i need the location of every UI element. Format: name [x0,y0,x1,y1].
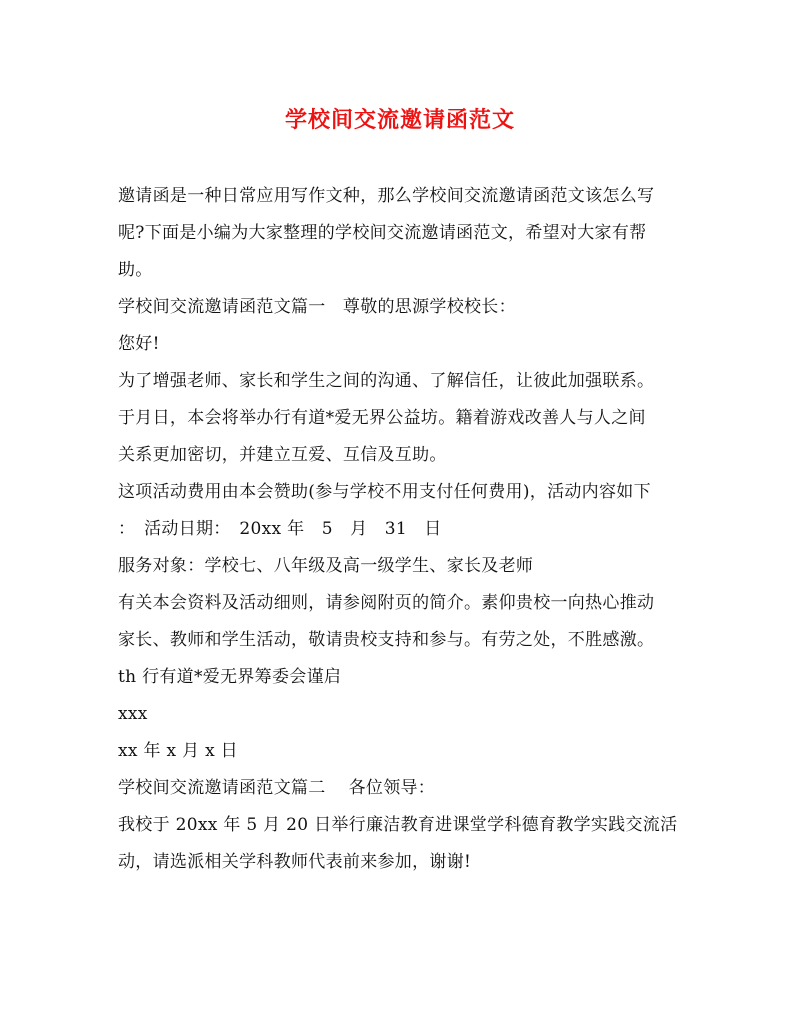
section-heading-line: 学校间交流邀请函范文篇一 尊敬的思源学校校长： [118,297,516,317]
date-line: xx 年 x 月 x 日 [118,741,238,761]
activity-date-line: ： 活动日期： 20xx 年 5 月 31 日 [118,519,442,539]
paragraph-line: 家长、教师和学生活动，敬请贵校支持和参与。有劳之处，不胜感激。 [118,630,655,650]
signature-line: th 行有道*爱无界筹委会谨启 [118,667,342,687]
paragraph-line: 邀请函是一种日常应用写作文种，那么学校间交流邀请函范文该怎么写 [118,186,655,206]
paragraph-line: 助。 [118,260,153,280]
paragraph-line: 我校于 20xx 年 5 月 20 日举行廉洁教育进课堂学科德育教学实践交流活 [118,815,678,835]
paragraph-line: 这项活动费用由本会赞助(参与学校不用支付任何费用)，活动内容如下 [118,482,651,502]
service-target-line: 服务对象：学校七、八年级及高一级学生、家长及老师 [118,556,534,576]
document-title: 学校间交流邀请函范文 [284,107,515,133]
document-body [118,178,698,881]
paragraph-line: 为了增强老师、家长和学生之间的沟通、了解信任，让彼此加强联系。 [118,371,655,391]
greeting-line: 您好! [118,334,160,354]
section-heading-line: 学校间交流邀请函范文篇二 各位领导： [118,778,436,798]
paragraph-line: 关系更加密切，并建立互爱、互信及互助。 [118,445,447,465]
signer-line: xxx [118,704,148,724]
paragraph-line: 动，请选派相关学科教师代表前来参加，谢谢! [118,852,472,872]
paragraph-line: 于月日，本会将举办行有道*爱无界公益坊。籍着游戏改善人与人之间 [118,408,646,428]
paragraph-line: 有关本会资料及活动细则，请参阅附页的简介。素仰贵校一向热心推动 [118,593,655,613]
paragraph-line: 呢?下面是小编为大家整理的学校间交流邀请函范文，希望对大家有帮 [118,223,647,243]
